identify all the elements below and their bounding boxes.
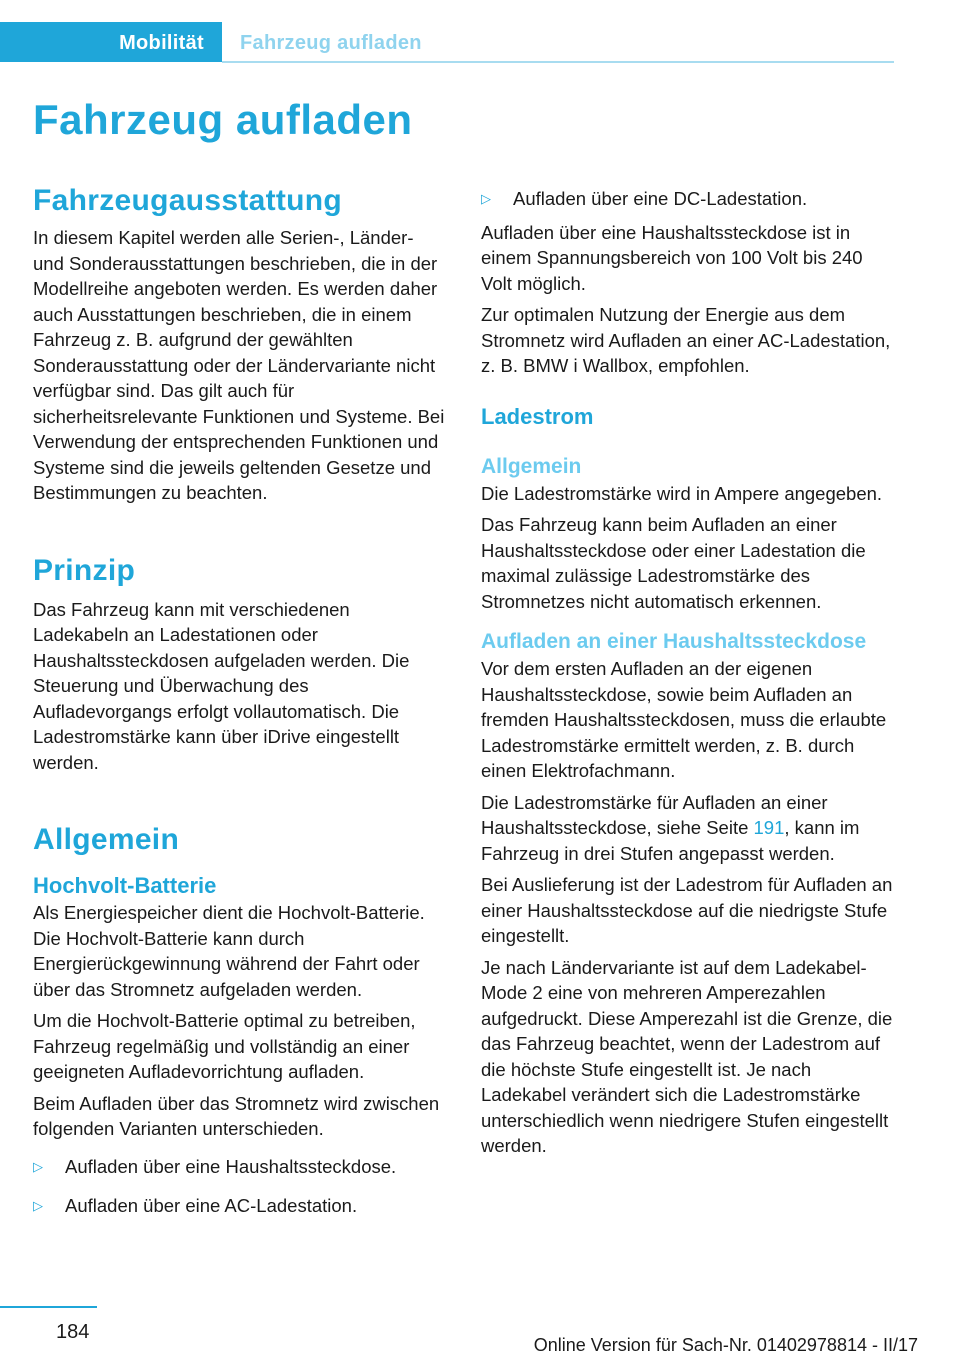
paragraph-spannung: Aufladen über eine Haushaltssteckdose ist in einem Spannungsbereich von 100 Volt bis 240 Volt möglich. [481,221,863,294]
heading-fahrzeugausstattung: Fahrzeugausstattung [33,184,343,217]
paragraph-ladestrom-2: Das Fahrzeug kann beim Aufladen an einer Haushaltssteckdose oder einer Ladestation die maximal zulässige Ladestromstärke des Stromnetzes nicht automatisch erkennen. [481,514,866,612]
heading-allgemein: Allgemein [33,823,180,856]
paragraph-haushalt-2: Die Ladestromstärke für Aufladen an einer Haushaltssteckdose, siehe Seite 191, kann im Fahrzeug in drei Stufen angepasst werden. [481,791,860,864]
list-item: ▷ Aufladen über eine AC-Ladestation. [33,1193,447,1219]
heading-hochvolt-batterie: Hochvolt-Batterie [33,873,217,898]
paragraph-hochvolt-1: Als Energiespeicher dient die Hochvolt-Batterie. Die Hochvolt-Batterie kann durch Energierückgewinnung während der Fahrt oder über das Stromnetz aufgeladen werden. [33,902,425,1000]
heading-ladestrom: Ladestrom [481,403,594,429]
paragraph-ladestrom-1: Die Ladestromstärke wird in Ampere angegeben. [481,482,883,504]
page-reference-link[interactable]: 191 [753,817,785,838]
footer-rule [0,1306,97,1308]
page-title: Fahrzeug aufladen [33,96,413,143]
paragraph-haushalt-1: Vor dem ersten Aufladen an der eigenen Haushaltssteckdose, sowie beim Aufladen an fremden Haushaltssteckdosen, muss die erlaubte Ladestromstärke ermittelt werden, z. B. durch einen Elektrofachmann. [481,658,887,781]
triangle-bullet-icon: ▷ [33,1198,43,1213]
section-tab: Mobilität [0,22,222,62]
triangle-bullet-icon: ▷ [33,1158,43,1174]
paragraph-haushalt-3: Bei Auslieferung ist der Ladestrom für Aufladen an einer Haushaltssteckdose auf die niedrigste Stufe eingestellt. [481,874,893,946]
paragraph-prinzip: Das Fahrzeug kann mit verschiedenen Ladekabeln an Ladestationen oder Haushaltssteckdosen aufgeladen werden. Die Steuerung und Überwachung des Aufladevorgangs erfolgt vollautomatisch. Die Ladestromstärke kann über iDrive eingestellt werden. [33,598,410,773]
paragraph-fahrzeugausstattung: In diesem Kapitel werden alle Serien-, Länder- und Sonderausstattungen beschrieben, die in der Modellreihe angeboten werden. Es werden daher auch Ausstattungen beschrieben, die in einem Fahrzeug z. B. aufgrund der gewählten Sonderausstattung oder der Ländervariante nicht verfügbar sind. Das gilt auch für sicherheitsrelevante Funktionen und Systeme. Bei Verwendung der entsprechenden Funktionen und Systeme sind die jeweils geltenden Gesetze und Bestimmungen zu beachten. [33,227,445,503]
heading-haushaltssteckdose: Aufladen an einer Haushaltssteckdose [481,630,867,653]
right-column [481,186,895,1165]
breadcrumb: Fahrzeug aufladen [240,32,422,54]
paragraph-haushalt-4: Je nach Ländervariante ist auf dem Ladekabel-Mode 2 eine von mehreren Amperezahlen aufgedruckt. Diese Amperezahl ist die Grenze, die das Fahrzeug beachtet, wenn der Ladestrom auf die höchste Stufe eingestellt ist. Je nach Ladekabel verändert sich die Ladestromstärke unterschiedlich wenn niedrigere Stufen eingestellt werden. [481,956,893,1156]
heading-prinzip: Prinzip [33,553,136,587]
heading-ladestrom-allgemein: Allgemein [481,454,582,478]
left-column [33,183,447,1225]
paragraph-hochvolt-3: Beim Aufladen über das Stromnetz wird zwischen folgenden Varianten unterschieden. [33,1092,440,1139]
header-rule [222,61,894,63]
online-version-note: Online Version für Sach-Nr. 01402978814 - II/17 [533,1335,918,1355]
list-item: ▷ Aufladen über eine Haushaltssteckdose. [33,1154,447,1180]
page-number: 184 [56,1321,90,1343]
list-item: ▷ Aufladen über eine DC-Ladestation. [481,186,895,212]
paragraph-hochvolt-2: Um die Hochvolt-Batterie optimal zu betreiben, Fahrzeug regelmäßig und vollständig an einer geeigneten Aufladevorrichtung aufladen. [33,1010,416,1082]
paragraph-ac-ladestation: Zur optimalen Nutzung der Energie aus dem Stromnetz wird Aufladen an einer AC-Ladestation, z. B. BMW i Wallbox, empfohlen. [481,304,891,376]
triangle-bullet-icon: ▷ [481,191,491,206]
